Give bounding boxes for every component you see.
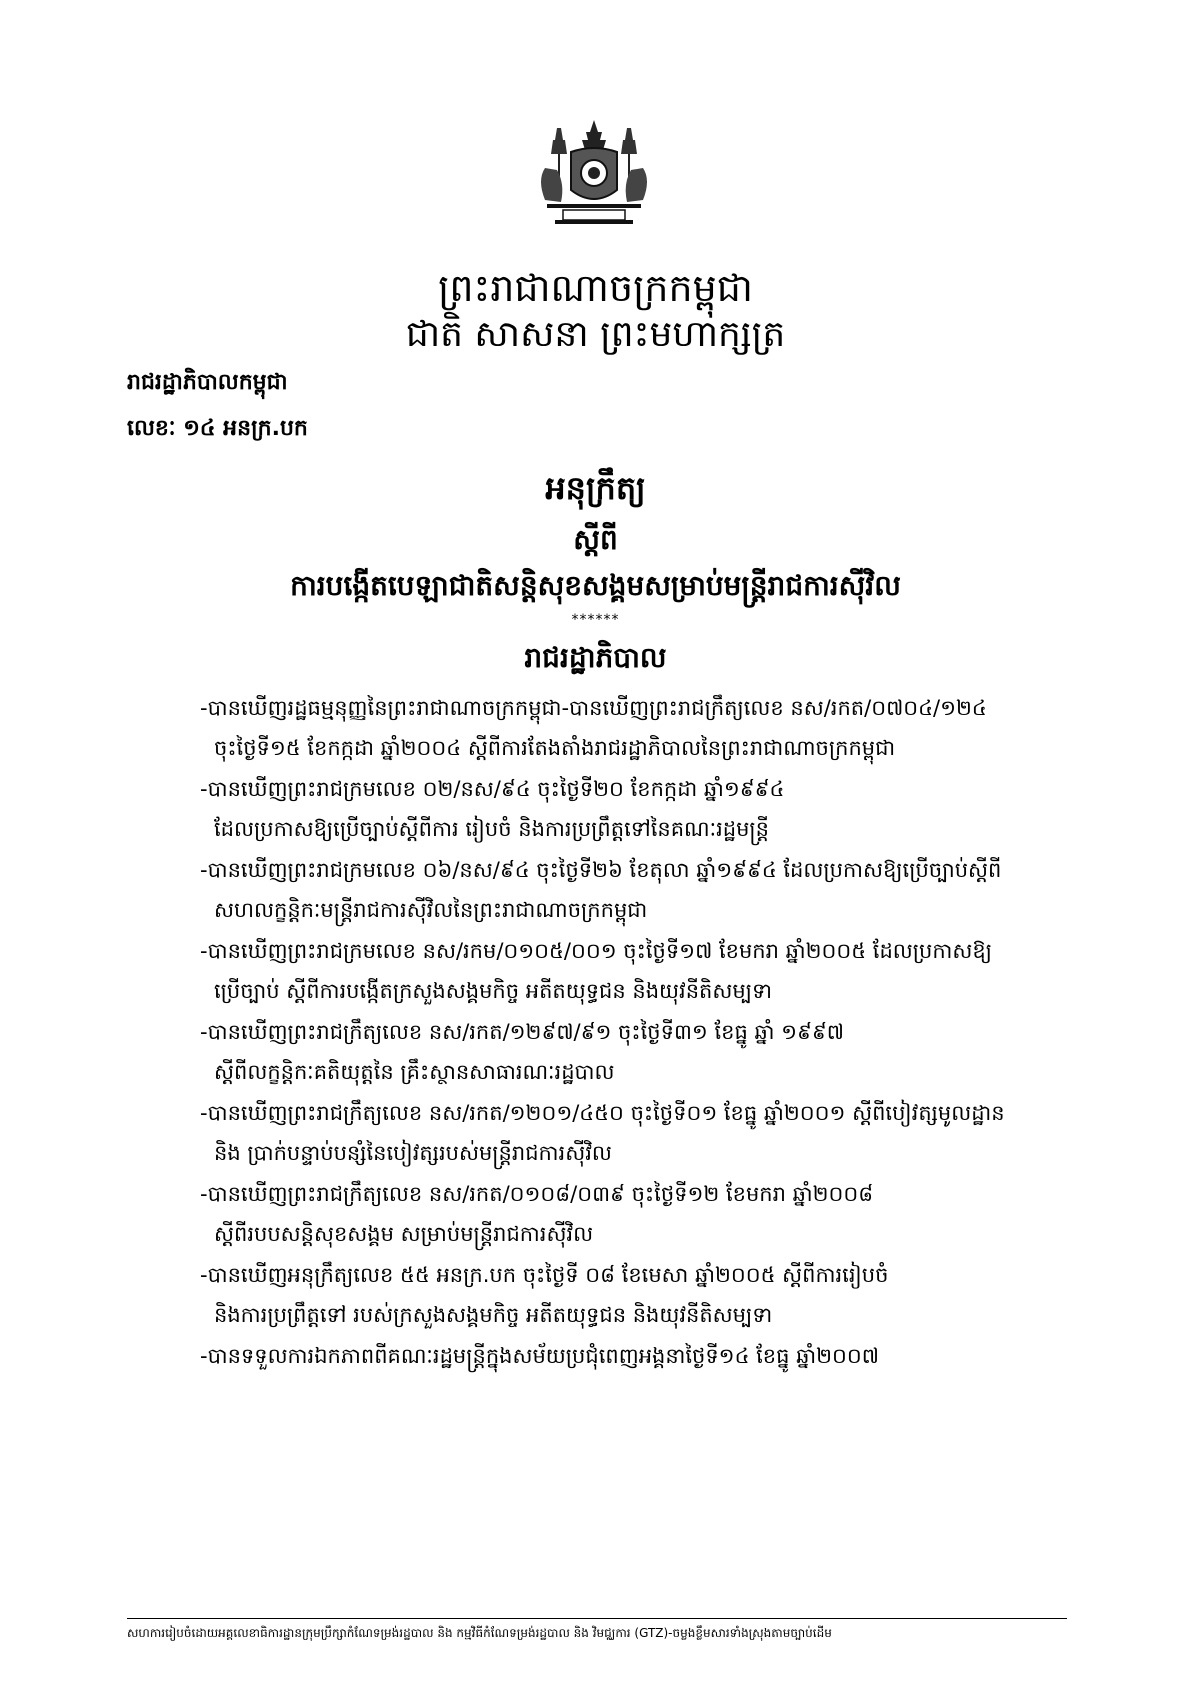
preamble-clause xyxy=(200,850,1080,930)
clause-line: សហលក្ខន្តិកៈមន្ត្រីរាជការស៊ីវិលនៃព្រះរាជាណាចក្រកម្ពុជា xyxy=(214,898,648,922)
document-type-title: អនុក្រឹត្យ xyxy=(545,469,646,507)
footer-divider xyxy=(127,1618,1067,1619)
government-heading: រាជរដ្ឋាភិបាល xyxy=(524,641,667,674)
concerning-label: ស្តីពី xyxy=(573,523,618,556)
clause-line: -បានឃើញរដ្ឋធម្មនុញ្ញនៃព្រះរាជាណាចក្រកម្ពុជា-បានឃើញព្រះរាជក្រឹត្យលេខ នស/រកត/០៧០៤/១២៤ xyxy=(200,696,987,720)
document-subject: ការបង្កើតបេឡាជាតិសន្តិសុខសង្គមសម្រាប់មន្ត្រីរាជការស៊ីវិល xyxy=(290,569,901,602)
preamble-clause xyxy=(200,1012,1080,1092)
clause-line: ប្រើច្បាប់ ស្តីពីការបង្កើតក្រសួងសង្គមកិច្ច អតីតយុទ្ធជន និងយុវនីតិសម្បទា xyxy=(214,979,772,1003)
clause-line: -បានឃើញអនុក្រឹត្យលេខ ៥៥ អនក្រ.បក ចុះថ្ងៃទី ០៨ ខែមេសា ឆ្នាំ២០០៥ ស្តីពីការរៀបចំ xyxy=(200,1263,889,1287)
clause-line: ស្តីពីលក្ខន្តិកៈគតិយុត្តនៃ គ្រឹះស្ថានសាធារណៈរដ្ឋបាល xyxy=(214,1060,615,1084)
national-motto: ជាតិ សាសនា ព្រះមហាក្សត្រ xyxy=(405,314,786,355)
clause-line: -បានឃើញព្រះរាជក្រមលេខ ០២/នស/៩៤ ចុះថ្ងៃទី២០ ខែកក្កដា ឆ្នាំ១៩៩៤ xyxy=(200,777,785,801)
clause-line: ចុះថ្ងៃទី១៥ ខែកក្កដា ឆ្នាំ២០០៤ ស្តីពីការតែងតាំងរាជរដ្ឋាភិបាលនៃព្រះរាជាណាចក្រកម្ពុជា xyxy=(214,736,896,760)
royal-arms-emblem-icon xyxy=(527,118,661,228)
clause-line: និងការប្រព្រឹត្តទៅ របស់ក្រសួងសង្គមកិច្ច អតីតយុទ្ធជន និងយុវនីតិសម្បទា xyxy=(214,1303,773,1327)
preamble-clause xyxy=(200,931,1080,1011)
separator-stars: ****** xyxy=(571,612,620,628)
clause-line: និង ប្រាក់បន្ទាប់បន្សំនៃបៀវត្សរបស់មន្ត្រីរាជការស៊ីវិល xyxy=(214,1141,612,1165)
preamble-clauses xyxy=(200,688,1080,1377)
preamble-clause xyxy=(200,688,1080,768)
footer-credit: សហការរៀបចំដោយអគ្គលេខាធិការដ្ឋានក្រុមប្រឹក្សាកំណែទម្រង់រដ្ឋបាល និង កម្មវិធីកំណែទម្រង់រដ្ឋបាល និង វិមជ្ឈការ (GTZ)-ចម្លងខ្លឹមសារទាំងស្រុងតាមច្បាប់ដើម xyxy=(127,1626,832,1640)
kingdom-heading: ព្រះរាជាណាចក្រកម្ពុជា xyxy=(438,266,753,310)
clause-line: -បានឃើញព្រះរាជក្រមលេខ នស/រកម/០១០៥/០០១ ចុះថ្ងៃទី១៧ ខែមករា ឆ្នាំ២០០៥ ដែលប្រកាសឱ្យ xyxy=(200,939,992,963)
clause-line: -បានឃើញព្រះរាជក្រឹត្យលេខ នស/រកត/០១០៨/០៣៩ ចុះថ្ងៃទី១២ ខែមករា ឆ្នាំ២០០៨ xyxy=(200,1182,874,1206)
clause-line: -បានឃើញព្រះរាជក្រឹត្យលេខ នស/រកត/១២០១/៤៥០ ចុះថ្ងៃទី០១ ខែធ្នូ ឆ្នាំ២០០១ ស្តីពីបៀវត្សមូលដ្ឋាន xyxy=(200,1101,1005,1125)
issuing-government: រាជរដ្ឋាភិបាលកម្ពុជា xyxy=(127,370,288,395)
clause-line: -បានឃើញព្រះរាជក្រមលេខ ០៦/នស/៩៤ ចុះថ្ងៃទី២៦ ខែតុលា ឆ្នាំ១៩៩៤ ដែលប្រកាសឱ្យប្រើច្បាប់ស្តីពី xyxy=(200,858,1002,882)
clause-line: -បានទទួលការឯកភាពពីគណៈរដ្ឋមន្ត្រីក្នុងសម័យប្រជុំពេញអង្គនាថ្ងៃទី១៤ ខែធ្នូ ឆ្នាំ២០០៧ xyxy=(200,1344,879,1368)
document-number: លេខៈ ១៤ អនក្រ.បក xyxy=(127,416,308,441)
clause-line: -បានឃើញព្រះរាជក្រឹត្យលេខ នស/រកត/១២៩៧/៩១ ចុះថ្ងៃទី៣១ ខែធ្នូ ឆ្នាំ ១៩៩៧ xyxy=(200,1020,844,1044)
clause-line: ដែលប្រកាសឱ្យប្រើច្បាប់ស្តីពីការ រៀបចំ និងការប្រព្រឹត្តទៅនៃគណៈរដ្ឋមន្ត្រី xyxy=(214,817,770,841)
preamble-clause xyxy=(200,1093,1080,1173)
clause-line: ស្តីពីរបបសន្តិសុខសង្គម សម្រាប់មន្ត្រីរាជការស៊ីវិល xyxy=(214,1222,594,1246)
preamble-clause xyxy=(200,1255,1080,1335)
preamble-clause xyxy=(200,1174,1080,1254)
preamble-clause xyxy=(200,769,1080,849)
preamble-clause xyxy=(200,1336,1080,1376)
